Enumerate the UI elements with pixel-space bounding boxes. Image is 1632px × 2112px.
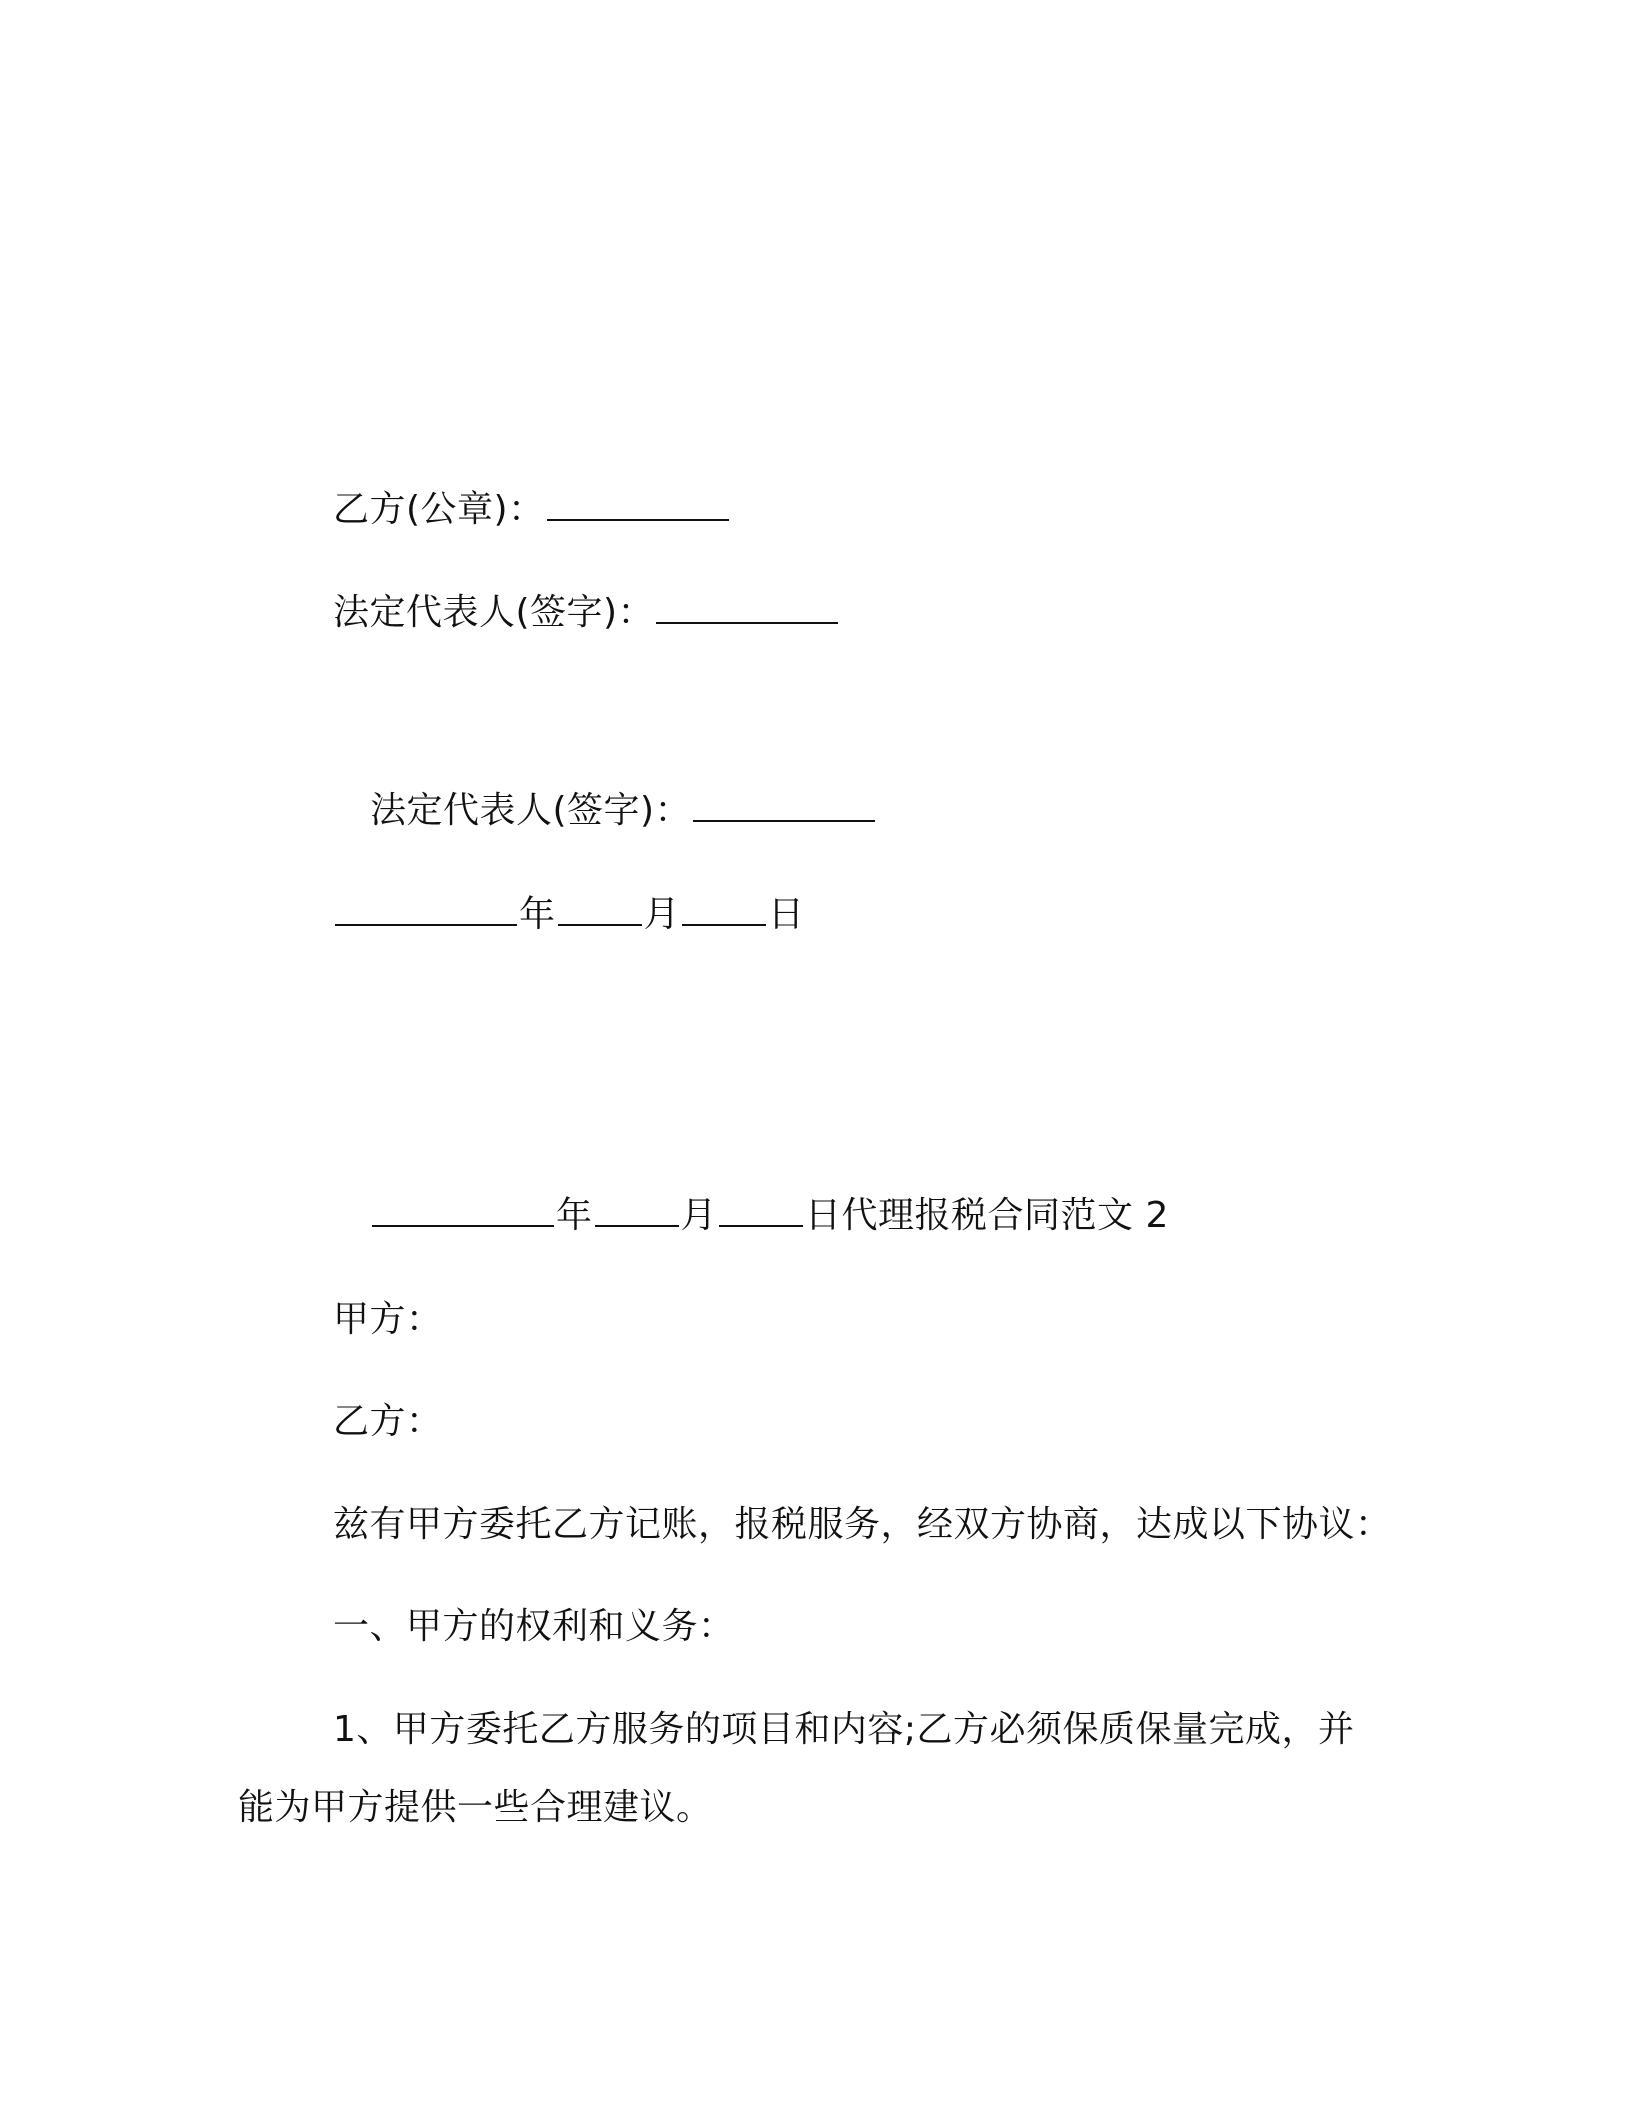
date-month-label-1: 月 <box>643 894 681 935</box>
legal-rep-blank-2[interactable] <box>693 790 875 822</box>
party-b-seal-label: 乙方(公章)： <box>333 489 545 530</box>
date-day-label-1: 日 <box>768 894 805 935</box>
date-month-blank-1[interactable] <box>558 894 642 926</box>
title-year-label: 年 <box>556 1195 593 1236</box>
title-month-label: 月 <box>680 1195 718 1236</box>
date-year-blank-1[interactable] <box>335 894 517 926</box>
date-line-1 <box>333 893 805 937</box>
preamble-text: 兹有甲方委托乙方记账，报税服务，经双方协商，达成以下协议： <box>333 1504 1392 1545</box>
title-day-blank[interactable] <box>719 1195 803 1227</box>
legal-rep-blank-1[interactable] <box>656 592 838 624</box>
legal-rep-line-2 <box>370 789 877 833</box>
clause-1-line-1: 1、甲方委托乙方服务的项目和内容;乙方必须保质保量完成，并 <box>333 1709 1355 1750</box>
party-b-seal-line <box>333 488 731 532</box>
date-day-blank-1[interactable] <box>682 894 766 926</box>
date-year-label-1: 年 <box>519 894 556 935</box>
legal-rep-label-2: 法定代表人(签字)： <box>370 790 692 831</box>
party-a-line: 甲方： <box>333 1299 443 1340</box>
title-day-and-heading: 日代理报税合同范文 2 <box>805 1195 1169 1236</box>
title-year-blank[interactable] <box>372 1195 554 1227</box>
party-b-line: 乙方： <box>333 1401 443 1442</box>
title-month-blank[interactable] <box>595 1195 679 1227</box>
legal-rep-label-1: 法定代表人(签字)： <box>333 592 655 633</box>
legal-rep-line-1 <box>333 591 840 635</box>
section-1-heading: 一、甲方的权利和义务： <box>333 1606 735 1647</box>
clause-1-line-2: 能为甲方提供一些合理建议。 <box>238 1787 713 1828</box>
title-date-line <box>370 1194 1169 1238</box>
party-b-seal-blank[interactable] <box>547 489 729 521</box>
